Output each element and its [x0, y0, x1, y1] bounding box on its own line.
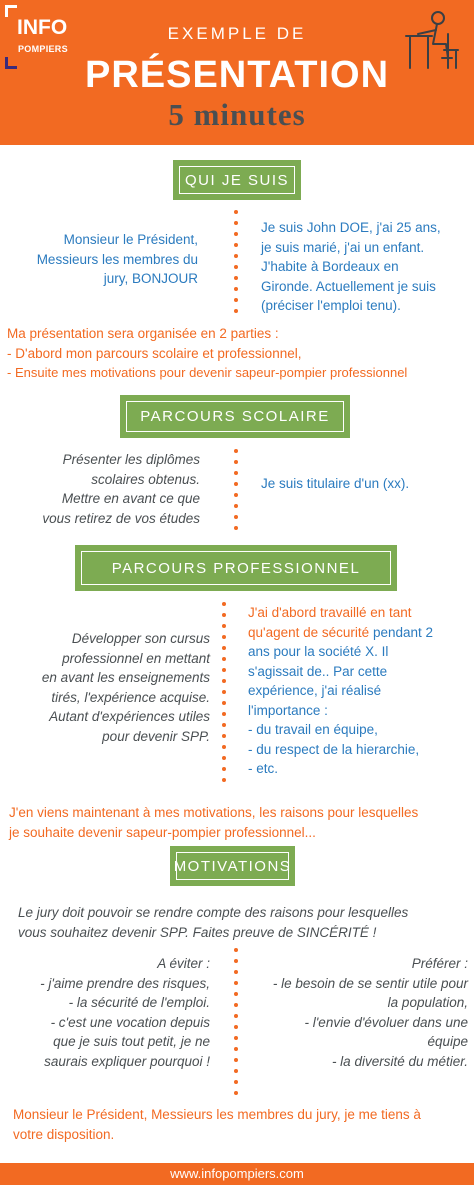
- banner-title: PARCOURS PROFESSIONNEL: [111, 559, 361, 577]
- diplomas-guidance: Présenter les diplômes scolaires obtenus. Mettre en avant ce que vous retirez de vos études: [42, 452, 200, 526]
- logo-info-text: INFO: [17, 16, 68, 39]
- identity-text: Je suis John DOE, j'ai 25 ans, je suis marié, j'ai un enfant. J'habite à Bordeaux en Gironde. Actuellement je suis (préciser l'emploi tenu).: [261, 220, 441, 313]
- logo-pompiers-text: POMPIERS: [18, 44, 68, 54]
- closing-text: Monsieur le Président, Messieurs les membres du jury, je me tiens à votre disposition.: [13, 1107, 421, 1142]
- avoid-list: A éviter : - j'aime prendre des risques, - la sécurité de l'emploi. - c'est une vocation depuis que je suis tout petit, je ne saurais expliquer pourquoi !: [40, 956, 210, 1069]
- plan-text: Ma présentation sera organisée en 2 parties : - D'abord mon parcours scolaire et professionnel, - Ensuite mes motivations pour devenir sapeur-pompier professionnel: [7, 326, 408, 380]
- career-guidance: Développer son cursus professionnel en mettant en avant les enseignements tirés, l'expérience acquise. Autant d'expériences utiles pour devenir SPP.: [41, 631, 210, 744]
- banner-title: QUI JE SUIS: [184, 171, 290, 189]
- footer: [0, 1163, 474, 1185]
- title-presentation: PRÉSENTATION: [84, 54, 390, 96]
- banner-qui-je-suis: [173, 160, 301, 200]
- prefer-list: Préférer : - le besoin de se sentir utile pour la population, - l'envie d'évoluer dans une équipe - la diversité du métier.: [272, 956, 468, 1069]
- diploma-text: Je suis titulaire d'un (xx).: [261, 476, 410, 491]
- career-text: J'ai d'abord travaillé en tant qu'agent de sécurité pendant 2 ans pour la société X. Il s'agissait de.. Par cette expérience, j'ai réalisé l'importance : - du travail en équipe, - du respect de la hierarchie, - etc.: [248, 605, 433, 776]
- divider-dots: [222, 602, 226, 789]
- transition-text: J'en viens maintenant à mes motivations, les raisons pour lesquelles je souhaite devenir sapeur-pompier professionnel...: [9, 805, 419, 840]
- banner-motivations: [170, 846, 295, 886]
- header: [0, 0, 474, 145]
- banner-parcours-scolaire: [120, 395, 350, 438]
- banner-parcours-professionnel: [75, 545, 397, 591]
- logo-corner-top: [5, 5, 17, 17]
- divider-dots: [234, 210, 238, 320]
- divider-dots: [234, 449, 238, 537]
- title-exemple-de: EXEMPLE DE: [167, 24, 307, 43]
- footer-website-link[interactable]: www.infopompiers.com: [170, 1166, 304, 1181]
- banner-title: PARCOURS SCOLAIRE: [140, 408, 330, 425]
- title-5-minutes: 5 minutes: [168, 97, 306, 132]
- sincerity-intro: Le jury doit pouvoir se rendre compte des raisons pour lesquelles vous souhaitez devenir SPP. Faites preuve de SINCÉRITÉ !: [18, 905, 409, 940]
- banner-title: MOTIVATIONS: [173, 857, 292, 875]
- greeting-text: Monsieur le Président, Messieurs les membres du jury, BONJOUR: [36, 232, 198, 286]
- divider-dots: [234, 948, 238, 1102]
